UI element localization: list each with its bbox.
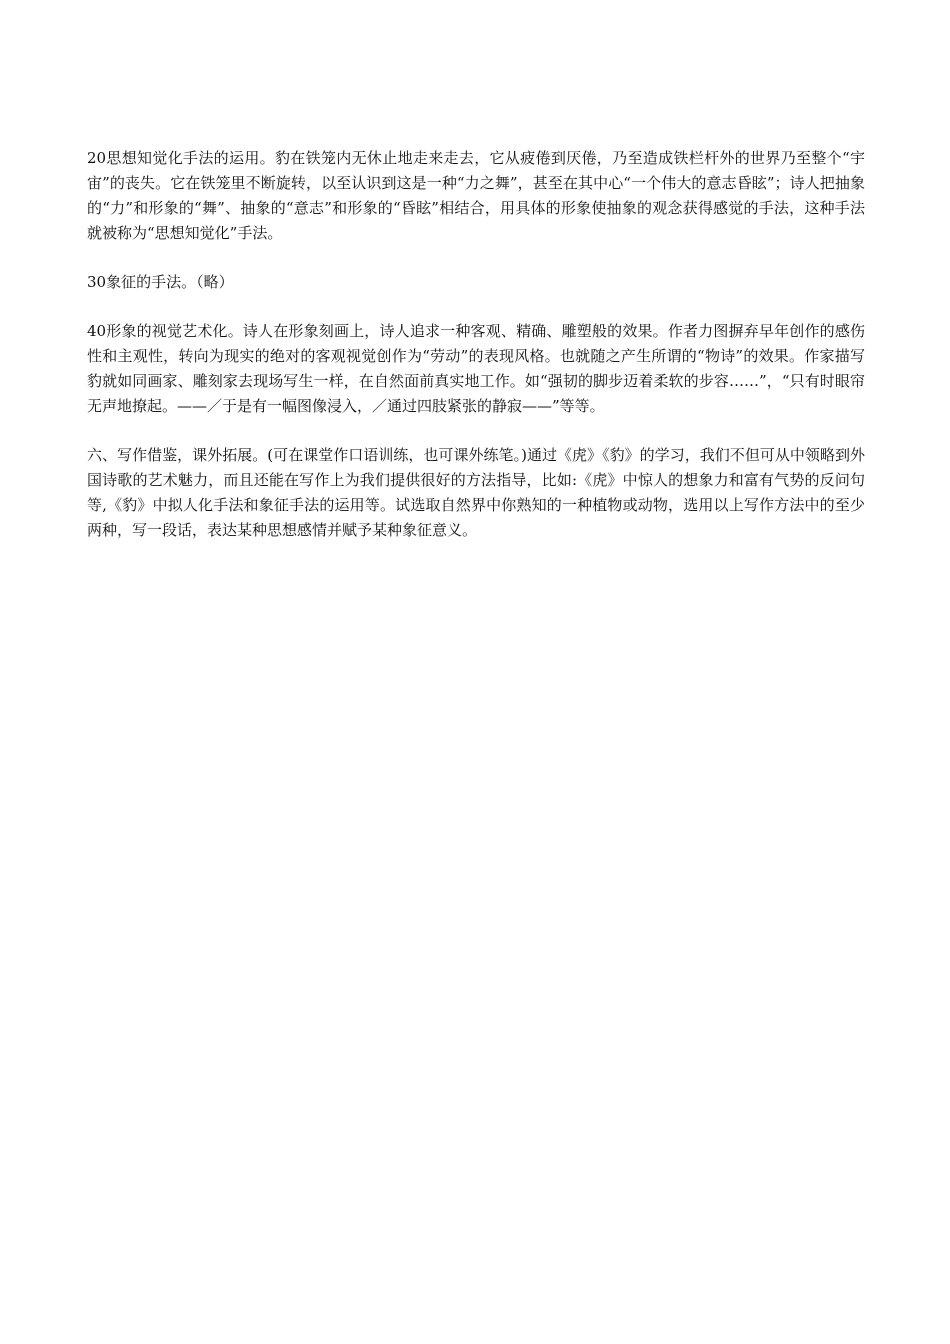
paragraph-visual-art: 40形象的视觉艺术化。诗人在形象刻画上，诗人追求一种客观、精确、雕塑般的效果。作者力图摒弃早年创作的感伤性和主观性，转向为现实的绝对的客观视觉创作为“劳动”的表现风格。也就随之产生所谓的“物诗”的效果。作家描写豹就如同画家、雕刻家去现场写生一样，在自然面前真实地工作。如“强韧的脚步迈着柔软的步容……”，“只有时眼帘无声地撩起。——／于是有一幅图像浸入，／通过四肢紧张的静寂——”等等。 — [87, 322, 865, 415]
paragraph-writing-exercise: 六、写作借鉴，课外拓展。(可在课堂作口语训练，也可课外练笔。)通过《虎》《豹》的学习，我们不但可从中领略到外国诗歌的艺术魅力，而且还能在写作上为我们提供很好的方法指导，比如:《虎》中惊人的想象力和富有气势的反问句等,《豹》中拟人化手法和象征手法的运用等。试选取自然界中你熟知的一种植物或动物，选用以上写作方法中的至少两种，写一段话，表达某种思想感情并赋予某种象征意义。 — [87, 446, 865, 539]
paragraph-symbolism: 30象征的手法。（略） — [87, 273, 234, 291]
paragraph-thought-perception: 20思想知觉化手法的运用。豹在铁笼内无休止地走来走去，它从疲倦到厌倦，乃至造成铁栏杆外的世界乃至整个“宇宙”的丧失。它在铁笼里不断旋转，以至认识到这是一种“力之舞”，甚至在其中心“一个伟大的意志昏眩”；诗人把抽象的“力”和形象的“舞”、抽象的“意志”和形象的“昏眩”相结合，用具体的形象使抽象的观念获得感觉的手法，这种手法就被称为“思想知觉化”手法。 — [87, 149, 865, 242]
document-body — [87, 146, 865, 567]
